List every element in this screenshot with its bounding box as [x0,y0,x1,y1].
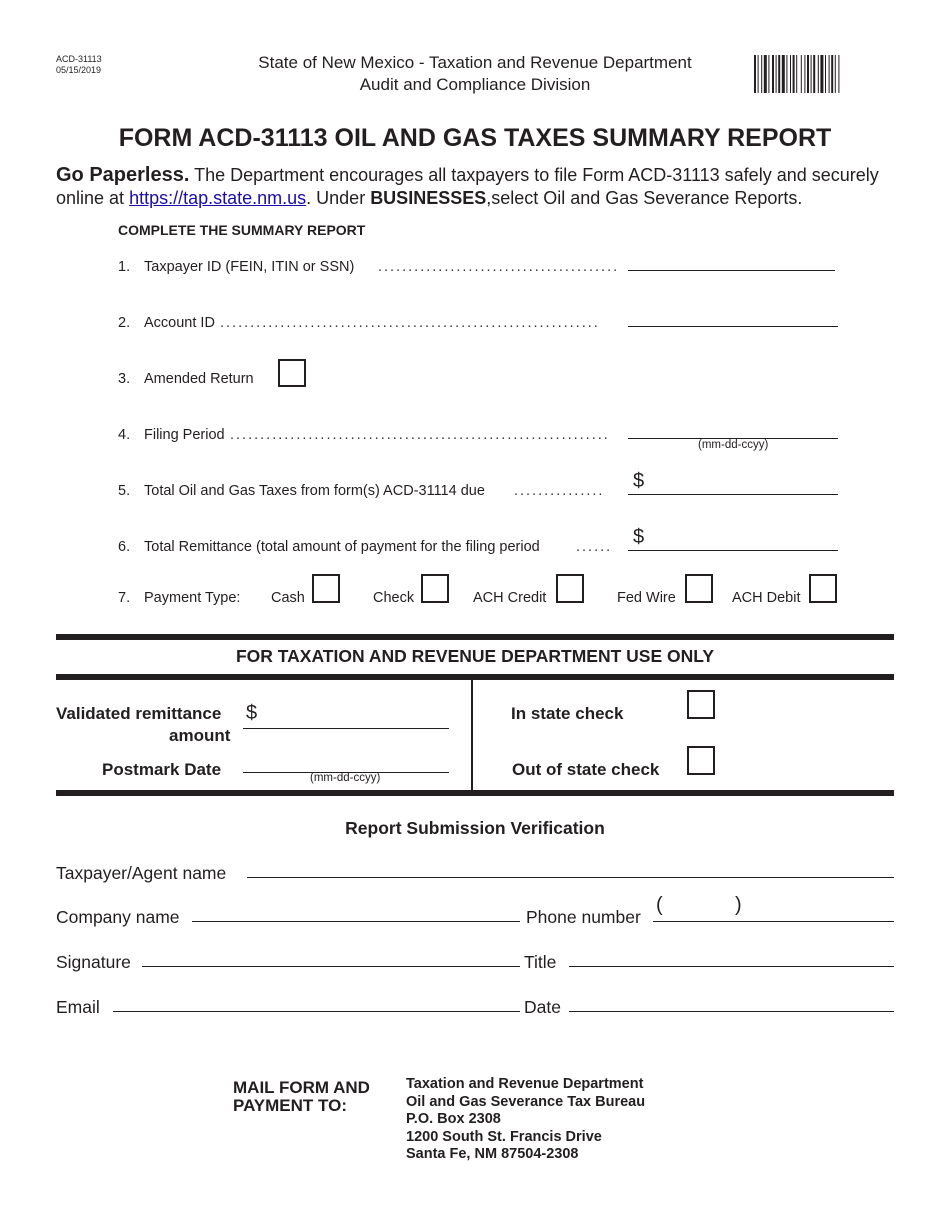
payment-cash-checkbox[interactable] [312,574,340,603]
header-division: Audit and Compliance Division [359,75,591,94]
validated-remittance-label: Validated remittance [56,704,222,723]
phone-paren-open: ( [656,894,663,916]
validated-amount-label: amount [169,726,231,745]
phone-number-label: Phone number [526,907,641,927]
barcode-bar [801,55,802,93]
barcode-bar [820,55,823,93]
barcode-bar [825,55,826,93]
barcode-bar [786,55,787,93]
leader-dots: ........................................ [378,259,620,275]
section-divider [56,790,894,796]
barcode-bar [761,55,762,93]
out-of-state-check-checkbox[interactable] [687,746,715,775]
date-format-hint: (mm-dd-ccyy) [698,439,769,451]
item-number: 4. [118,427,131,443]
barcode-bar [778,55,780,93]
leader-dots: ...... [576,539,613,555]
barcode-bar [768,55,769,93]
email-label: Email [56,997,100,1017]
section-heading: COMPLETE THE SUMMARY REPORT [118,222,366,238]
barcode-bar [818,55,819,93]
address-line: Taxation and Revenue Department [406,1076,644,1092]
item-number: 3. [118,371,131,387]
section-divider [56,634,894,640]
form-number: ACD-31113 [56,54,102,64]
item-number: 2. [118,315,131,331]
section-divider [56,674,894,680]
phone-paren-close: ) [735,894,742,916]
barcode-bar [790,55,791,93]
barcode-bar [754,55,756,93]
item-label: Filing Period [144,427,225,443]
validated-remittance-field[interactable] [243,728,449,729]
barcode-bar [813,55,815,93]
dollar-sign: $ [246,702,258,724]
intro-businesses: BUSINESSES [370,188,487,208]
barcode [754,55,894,93]
payment-type-cash-label: Cash [271,590,305,606]
item-label: Total Oil and Gas Taxes from form(s) ACD-31114 due [144,483,485,499]
payment-check-checkbox[interactable] [421,574,449,603]
address-line: Oil and Gas Severance Tax Bureau [406,1093,646,1110]
mail-label-line-1: MAIL FORM AND [233,1078,370,1097]
barcode-bar [764,55,767,93]
barcode-bar [831,55,833,93]
date-label: Date [524,997,561,1017]
agent-name-label: Taxpayer/Agent name [56,863,227,883]
address-line: P.O. Box 2308 [406,1111,501,1128]
barcode-bar [804,55,805,93]
mail-label-line-2: PAYMENT TO: [233,1096,347,1115]
dollar-sign: $ [633,470,645,492]
dollar-sign: $ [633,526,645,548]
mailing-address [406,1076,645,1164]
signature-label: Signature [56,952,131,972]
tap-link[interactable]: https://tap.state.nm.us [129,188,307,208]
title-field[interactable] [569,966,894,967]
barcode-bar [829,55,830,93]
item-label: Payment Type: [144,590,241,606]
item-label: Amended Return [144,371,254,387]
intro-text-3: ,select Oil and Gas Severance Reports. [486,188,803,208]
item-label: Taxpayer ID (FEIN, ITIN or SSN) [144,259,355,275]
intro-text-2: . Under [306,188,371,208]
barcode-bar [793,55,795,93]
payment-fed-wire-checkbox[interactable] [685,574,713,603]
title-label: Title [524,952,557,972]
barcode-bar [811,55,812,93]
mail-label [233,1079,370,1115]
address-line: Santa Fe, NM 87504-2308 [406,1146,579,1163]
form-date: 05/15/2019 [56,65,102,75]
item-number: 1. [118,259,131,275]
item-label: Account ID [144,315,215,331]
leader-dots: ............... [514,483,605,499]
office-use-heading: FOR TAXATION AND REVENUE DEPARTMENT USE ONLY [235,646,715,666]
payment-type-ach-debit-label: ACH Debit [732,590,801,606]
item-number: 7. [118,590,131,606]
payment-ach-debit-checkbox[interactable] [809,574,837,603]
total-taxes-field[interactable] [628,494,838,495]
intro-lead: Go Paperless. [56,164,190,186]
leader-dots: ............................................................... [220,315,600,331]
agent-name-field[interactable] [247,877,894,878]
signature-field[interactable] [142,966,520,967]
amended-return-checkbox[interactable] [278,359,306,387]
phone-number-field[interactable] [653,921,894,922]
date-format-hint: (mm-dd-ccyy) [310,772,381,784]
item-label: Total Remittance (total amount of payment for the filing period [144,539,540,555]
company-name-label: Company name [56,907,180,927]
payment-type-ach-credit-label: ACH Credit [473,590,547,606]
payment-ach-credit-checkbox[interactable] [556,574,584,603]
postmark-date-label: Postmark Date [102,760,222,779]
out-of-state-check-label: Out of state check [512,760,660,779]
date-field[interactable] [569,1011,894,1012]
barcode-bar [772,55,774,93]
item-number: 6. [118,539,131,555]
payment-type-check-label: Check [373,590,415,606]
intro-paragraph [56,164,906,210]
company-name-field[interactable] [192,921,520,922]
intro-text-1: The Department encourages all taxpayers to file Form ACD-31113 safely and securely online at [56,165,879,208]
account-id-field[interactable] [628,326,838,327]
taxpayer-id-field[interactable] [628,270,835,271]
address-line: 1200 South St. Francis Drive [406,1128,602,1145]
barcode-bar [807,55,809,93]
in-state-check-checkbox[interactable] [687,690,715,719]
total-remittance-field[interactable] [628,550,838,551]
payment-type-fed-wire-label: Fed Wire [617,590,676,606]
item-number: 5. [118,483,131,499]
header-agency: State of New Mexico - Taxation and Revenue Department [258,53,692,72]
form-title: FORM ACD-31113 OIL AND GAS TAXES SUMMARY REPORT [118,124,832,152]
barcode-bar [796,55,797,93]
barcode-bar [776,55,777,93]
leader-dots: ............................................................... [230,427,610,443]
column-divider [471,680,473,790]
barcode-bar [838,55,839,93]
barcode-bar [782,55,785,93]
verification-heading: Report Submission Verification [345,818,605,838]
barcode-bar [835,55,836,93]
barcode-bar [758,55,759,93]
in-state-check-label: In state check [511,704,624,723]
email-field[interactable] [113,1011,520,1012]
